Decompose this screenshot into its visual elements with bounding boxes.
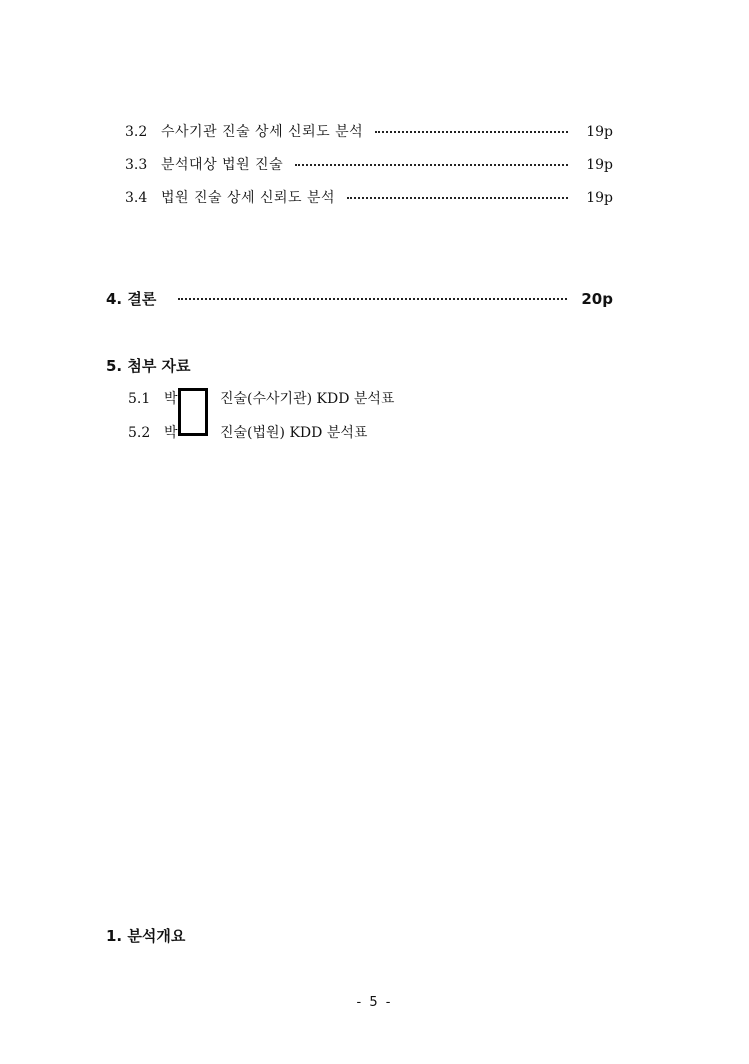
attachment-number: 5.2	[128, 425, 151, 441]
toc-item-conclusion	[106, 288, 613, 310]
redaction-box	[178, 388, 208, 436]
page-number: - 5 -	[356, 995, 393, 1010]
dot-leader	[347, 197, 568, 199]
toc-item-3-4	[125, 188, 613, 208]
attachment-item-5-2	[128, 423, 367, 443]
toc-item-number: 3.2	[125, 124, 148, 140]
attachment-name-prefix: 박	[164, 425, 178, 441]
toc-item-page: 19p	[586, 157, 613, 173]
dot-leader	[375, 131, 568, 133]
attachment-title: 진술(수사기관) KDD 분석표	[220, 391, 395, 407]
toc-item-number: 3.3	[125, 157, 148, 173]
toc-item-page: 20p	[581, 290, 613, 308]
toc-item-title: 법원 진술 상세 신뢰도 분석	[161, 190, 336, 206]
toc-item-3-2	[125, 122, 613, 142]
attachment-item-5-1	[128, 389, 394, 409]
attachments-heading: 5. 첨부 자료	[106, 357, 191, 375]
section-heading: 1. 분석개요	[106, 927, 186, 945]
attachment-title: 진술(법원) KDD 분석표	[220, 425, 368, 441]
toc-item-title: 수사기관 진술 상세 신뢰도 분석	[161, 124, 364, 140]
toc-item-title: 4. 결론	[106, 290, 157, 308]
toc-item-page: 19p	[586, 190, 613, 206]
toc-item-page: 19p	[586, 124, 613, 140]
attachment-number: 5.1	[128, 391, 151, 407]
dot-leader	[295, 164, 568, 166]
toc-item-title: 분석대상 법원 진술	[161, 157, 284, 173]
toc-item-3-3	[125, 155, 613, 175]
attachment-name-prefix: 박	[164, 391, 178, 407]
dot-leader	[178, 298, 567, 300]
toc-item-number: 3.4	[125, 190, 148, 206]
